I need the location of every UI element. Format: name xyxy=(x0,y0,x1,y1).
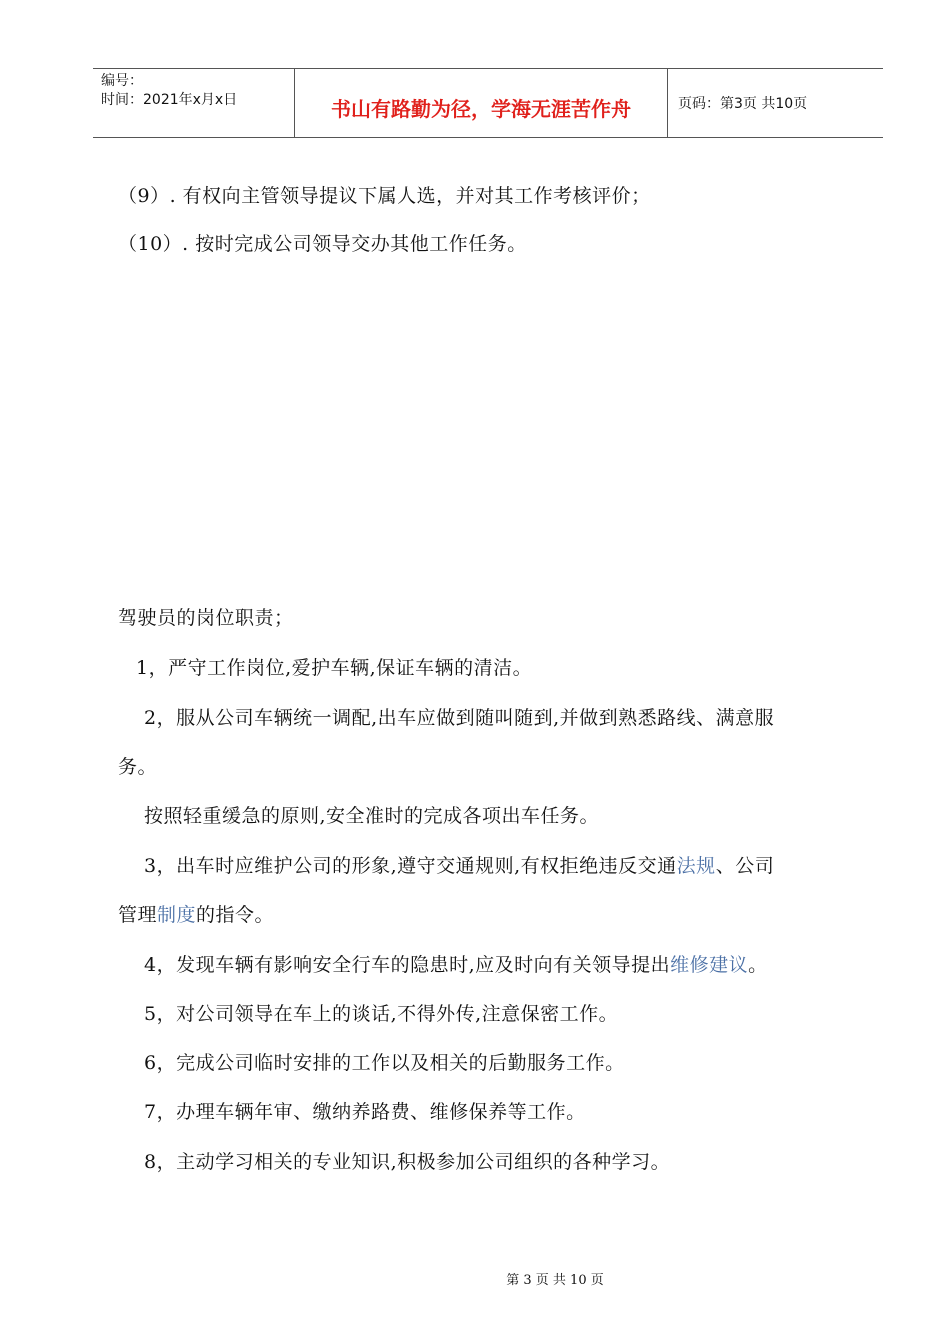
duty-1: 1，严守工作岗位,爱护车辆,保证车辆的清洁。 xyxy=(136,657,533,679)
duty-2-line-2: 务。 xyxy=(118,756,158,778)
header-motto-cell xyxy=(295,69,668,137)
duty-3-text-a: 3，出车时应维护公司的形象,遵守交通规则,有权拒绝违反交通 xyxy=(144,855,677,877)
header-meta-cell xyxy=(93,69,295,137)
page-footer: 第 3 页 共 10 页 xyxy=(506,1273,604,1288)
link-regulations[interactable]: 法规 xyxy=(676,855,716,877)
time-label: 时间：2021年x月x日 xyxy=(101,92,238,108)
link-repair-suggestion[interactable]: 维修建议 xyxy=(670,954,749,976)
item-10: （10）. 按时完成公司领导交办其他工作任务。 xyxy=(118,233,527,255)
link-system[interactable]: 制度 xyxy=(157,904,197,926)
duty-8: 8，主动学习相关的专业知识,积极参加公司组织的各种学习。 xyxy=(144,1151,671,1173)
header-page-cell xyxy=(668,69,883,137)
duty-7: 7，办理车辆年审、缴纳养路费、维修保养等工作。 xyxy=(144,1101,586,1123)
page-info: 页码：第3页 共10页 xyxy=(678,96,808,112)
duty-3-text-c: 管理 xyxy=(118,904,158,926)
number-label: 编号： xyxy=(101,73,143,89)
document-header xyxy=(93,68,883,138)
duty-2-extra: 按照轻重缓急的原则,安全准时的完成各项出车任务。 xyxy=(144,805,600,827)
duty-4 xyxy=(144,953,768,977)
item-9: （9）. 有权向主管领导提议下属人选，并对其工作考核评价； xyxy=(118,185,651,207)
duty-4-text-a: 4，发现车辆有影响安全行车的隐患时,应及时向有关领导提出 xyxy=(144,954,671,976)
duty-3-text-d: 的指令。 xyxy=(196,904,275,926)
duty-5: 5，对公司领导在车上的谈话,不得外传,注意保密工作。 xyxy=(144,1003,619,1025)
duty-3-line-1 xyxy=(144,854,774,878)
duty-3-text-b: 、公司 xyxy=(715,855,775,877)
duty-4-text-b: 。 xyxy=(748,954,768,976)
duty-2-line-1: 2，服从公司车辆统一调配,出车应做到随叫随到,并做到熟悉路线、满意服 xyxy=(144,707,775,729)
duty-3-line-2 xyxy=(118,903,274,927)
duty-6: 6，完成公司临时安排的工作以及相关的后勤服务工作。 xyxy=(144,1052,625,1074)
section-title: 驾驶员的岗位职责； xyxy=(118,607,294,629)
motto: 书山有路勤为径，学海无涯苦作舟 xyxy=(331,97,631,121)
